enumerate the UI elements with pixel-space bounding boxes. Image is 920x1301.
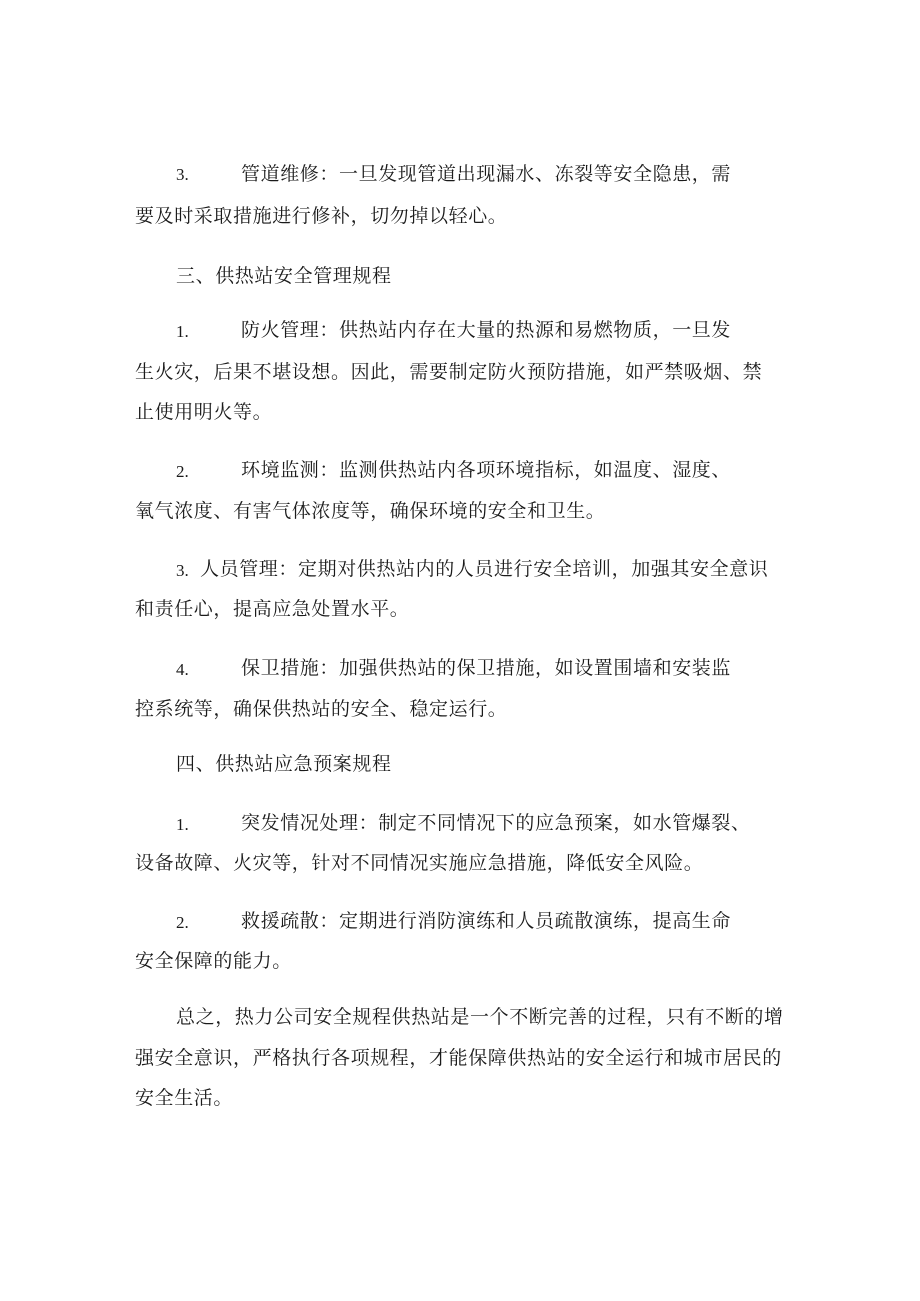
item-text-line: 救援疏散：定期进行消防演练和人员疏散演练，提高生命 bbox=[241, 910, 732, 932]
item-text-line: 止使用明火等。 bbox=[135, 401, 273, 423]
item-number: 2. bbox=[176, 462, 189, 481]
item-text-line: 安全保障的能力。 bbox=[135, 950, 292, 972]
item-text-line: 设备故障、火灾等，针对不同情况实施应急措施，降低安全风险。 bbox=[135, 852, 704, 874]
item-text-line: 氧气浓度、有害气体浓度等，确保环境的安全和卫生。 bbox=[135, 500, 606, 522]
item-text-line: 保卫措施：加强供热站的保卫措施，如设置围墙和安装监 bbox=[241, 657, 732, 679]
item-text-line: 环境监测：监测供热站内各项环境指标，如温度、湿度、 bbox=[241, 459, 732, 481]
item-text-line: 控系统等，确保供热站的安全、稳定运行。 bbox=[135, 698, 508, 720]
item-number: 3. bbox=[176, 561, 189, 580]
item-number: 1. bbox=[176, 815, 189, 834]
section-heading: 四、供热站应急预案规程 bbox=[176, 753, 392, 775]
item-text-line: 生火灾，后果不堪设想。因此，需要制定防火预防措施，如严禁吸烟、禁 bbox=[135, 361, 763, 383]
item-text-line: 和责任心，提高应急处置水平。 bbox=[135, 598, 410, 620]
item-number: 1. bbox=[176, 322, 189, 341]
paragraph-line: 总之，热力公司安全规程供热站是一个不断完善的过程，只有不断的增 bbox=[176, 1006, 784, 1028]
paragraph-line: 强安全意识，严格执行各项规程，才能保障供热站的安全运行和城市居民的 bbox=[135, 1047, 782, 1069]
item-text-line: 防火管理：供热站内存在大量的热源和易燃物质，一旦发 bbox=[241, 319, 732, 341]
item-text-line: 突发情况处理：制定不同情况下的应急预案，如水管爆裂、 bbox=[241, 812, 751, 834]
paragraph-line: 安全生活。 bbox=[135, 1087, 234, 1109]
section-heading: 三、供热站安全管理规程 bbox=[176, 265, 392, 287]
item-number: 2. bbox=[176, 913, 189, 932]
item-text-line: 管道维修：一旦发现管道出现漏水、冻裂等安全隐患，需 bbox=[241, 163, 732, 185]
item-number: 3. bbox=[176, 165, 189, 184]
item-text-line: 人员管理：定期对供热站内的人员进行安全培训，加强其安全意识 bbox=[200, 558, 769, 580]
item-number: 4. bbox=[176, 660, 189, 679]
item-text-line: 要及时采取措施进行修补，切勿掉以轻心。 bbox=[135, 205, 508, 227]
